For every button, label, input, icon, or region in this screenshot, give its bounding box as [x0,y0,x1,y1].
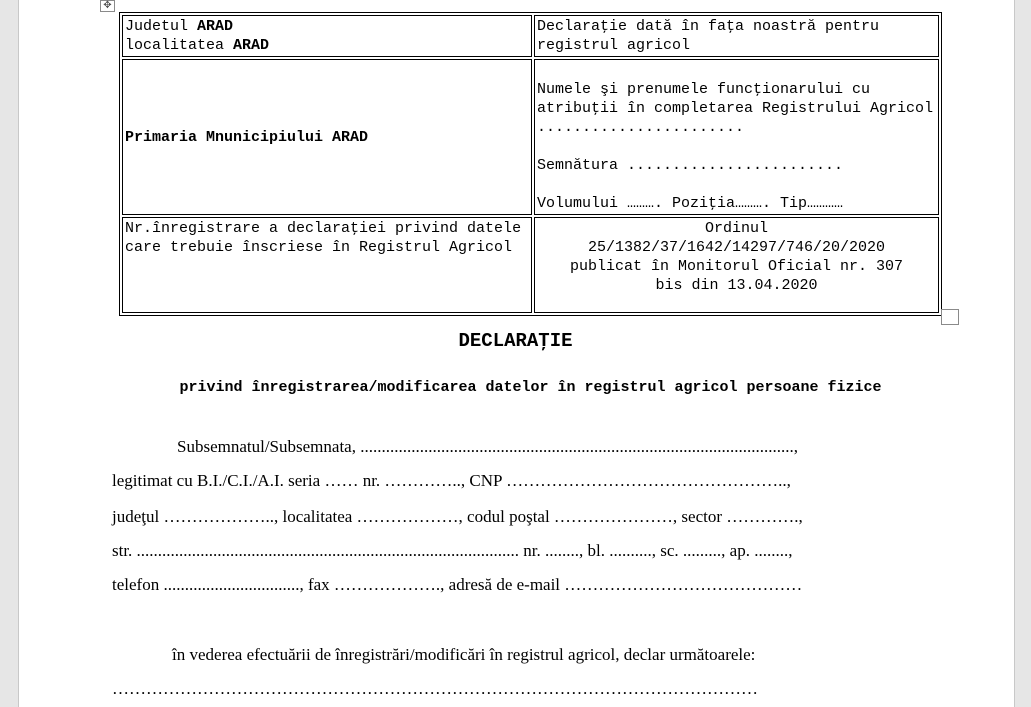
ordinul-line-4: bis din 13.04.2020 [655,277,818,294]
line-subsemnatul: Subsemnatul/Subsemnata, ......................................................................................................, [177,437,798,456]
table-move-handle-icon[interactable]: ✥ [100,0,115,12]
cell-declaration-note [534,15,939,57]
cell-primaria [122,59,532,215]
ordinul-line-1: Ordinul [704,220,768,237]
cell-ordinul [534,217,939,313]
line-strada: str. .......................................................................................... nr. ........, bl. .........., sc. ........., ap. ........, [112,541,793,560]
line-in-vederea: în vederea efectuării de înregistrări/modificări în registrul agricol, declar următoarele: [172,645,756,664]
judet-value: ARAD [197,18,234,35]
header-table [119,12,942,316]
cell-functionar [534,59,939,215]
document-title: DECLARAŢIE [458,330,573,352]
functionar-text: Numele şi prenumele funcţionarului cu atribuţii în completarea Registrului Agricol ....................... [537,81,934,136]
ordinul-line-2: 25/1382/37/1642/14297/746/20/2020 [587,239,886,256]
line-dotted: …………………………………………………………………………………………………… [112,679,758,698]
judet-label: Judetul [125,18,198,35]
declaration-note: Declaraţie dată în faţa noastră pentru registrul agricol [537,18,880,54]
line-telefon: telefon ................................, fax ………………., adresă de e-mail …………………………………… [112,575,803,594]
cell-nr-inregistrare [122,217,532,313]
table-resize-handle[interactable] [941,309,959,325]
document-subtitle: privind înregistrarea/modificarea datelor în registrul agricol persoane fizice [179,379,882,396]
semnatura-text: Semnătura ........................ [537,157,844,174]
localitate-label: localitatea [125,37,234,54]
line-legitimat: legitimat cu B.I./C.I./A.I. seria …… nr. ………….., CNP ………………………………………….., [112,471,791,490]
nr-inregistrare-text: Nr.înregistrare a declaraţiei privind datele care trebuie înscriese în Registrul Agricol [125,220,522,256]
localitate-value: ARAD [233,37,270,54]
line-judetul: judeţul ……………….., localitatea ………………, codul poştal …………………, sector …………., [112,507,803,526]
cell-judet [122,15,532,57]
ordinul-line-3: publicat în Monitorul Oficial nr. 307 [569,258,904,275]
primaria-name: Primaria Mnunicipiului ARAD [125,128,369,146]
volum-text: Volumului ………. Poziţia………. Tip………… [537,195,844,212]
